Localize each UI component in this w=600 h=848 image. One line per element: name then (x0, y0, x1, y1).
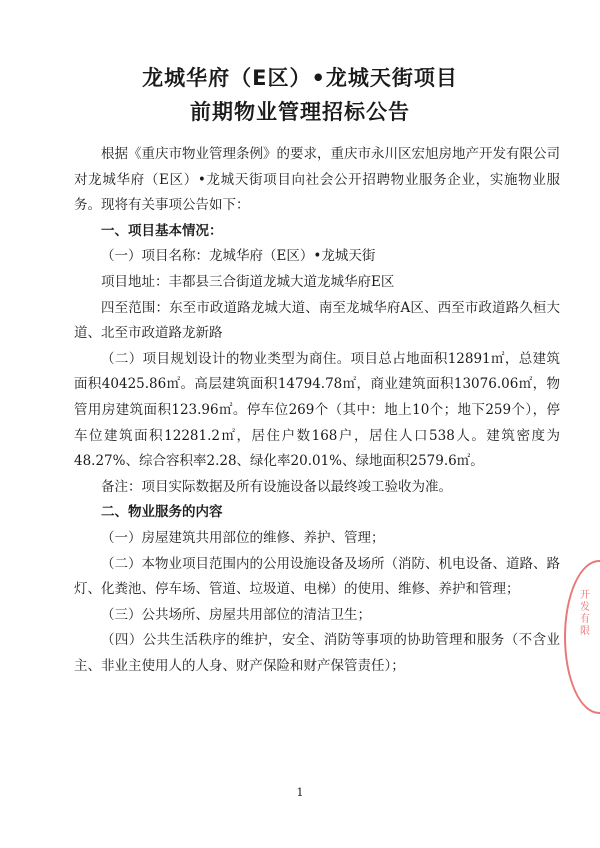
title-line-2: 前期物业管理招标公告 (190, 100, 410, 124)
remark: 备注：项目实际数据及所有设施设备以最终竣工验收为准。 (101, 478, 452, 495)
intro-paragraph: 根据《重庆市物业管理条例》的要求，重庆市永川区宏旭房地产开发有限公司对龙城华府（E区）•龙城天街项目向社会公开招聘物业服务企业，实施物业服务。现将有关事项公告如下： (74, 146, 560, 214)
project-name: （一）项目名称：龙城华府（E区）•龙城天街 (101, 248, 376, 265)
title-line-1: 龙城华府（E区）•龙城天街项目 (142, 66, 458, 90)
document-body (74, 142, 560, 679)
section-heading-1: 一、项目基本情况： (101, 222, 223, 239)
project-address: 项目地址：丰都县三合街道龙城大道龙城华府E区 (101, 273, 395, 290)
project-boundaries: 四至范围：东至市政道路龙城大道、南至龙城华府A区、西至市政道路久桓大道、北至市政道路龙新路 (74, 299, 560, 342)
page-number: 1 (296, 786, 304, 799)
project-specs: （二）项目规划设计的物业类型为商住。项目总占地面积12891㎡，总建筑面积40425.86㎡。高层建筑面积14794.78㎡，商业建筑面积13076.06㎡，物管用房建筑面积123.96㎡。停车位269个（其中：地上10个；地下259个），停车位建筑面积12281.2㎡，居住户数168户，居住人口538人。建筑密度为48.27%、综合容积率2.28、绿化率20.01%、绿地面积2579.6㎡。 (74, 350, 560, 470)
service-item-3: （三）公共场所、房屋共用部位的清洁卫生； (101, 606, 371, 623)
service-item-4: （四）公共生活秩序的维护，安全、消防等事项的协助管理和服务（不含业主、非业主使用人的人身、财产保险和财产保管责任）； (74, 632, 560, 674)
service-item-1: （一）房屋建筑共用部位的维修、养护、管理； (101, 529, 385, 546)
company-seal-text: 开发有限 (580, 590, 590, 637)
section-heading-2: 二、物业服务的内容 (101, 504, 223, 521)
service-item-2: （二）本物业项目范围内的公用设施设备及场所（消防、机电设备、道路、路灯、化粪池、停车场、管道、垃圾道、电梯）的使用、维修、养护和管理； (74, 555, 560, 598)
